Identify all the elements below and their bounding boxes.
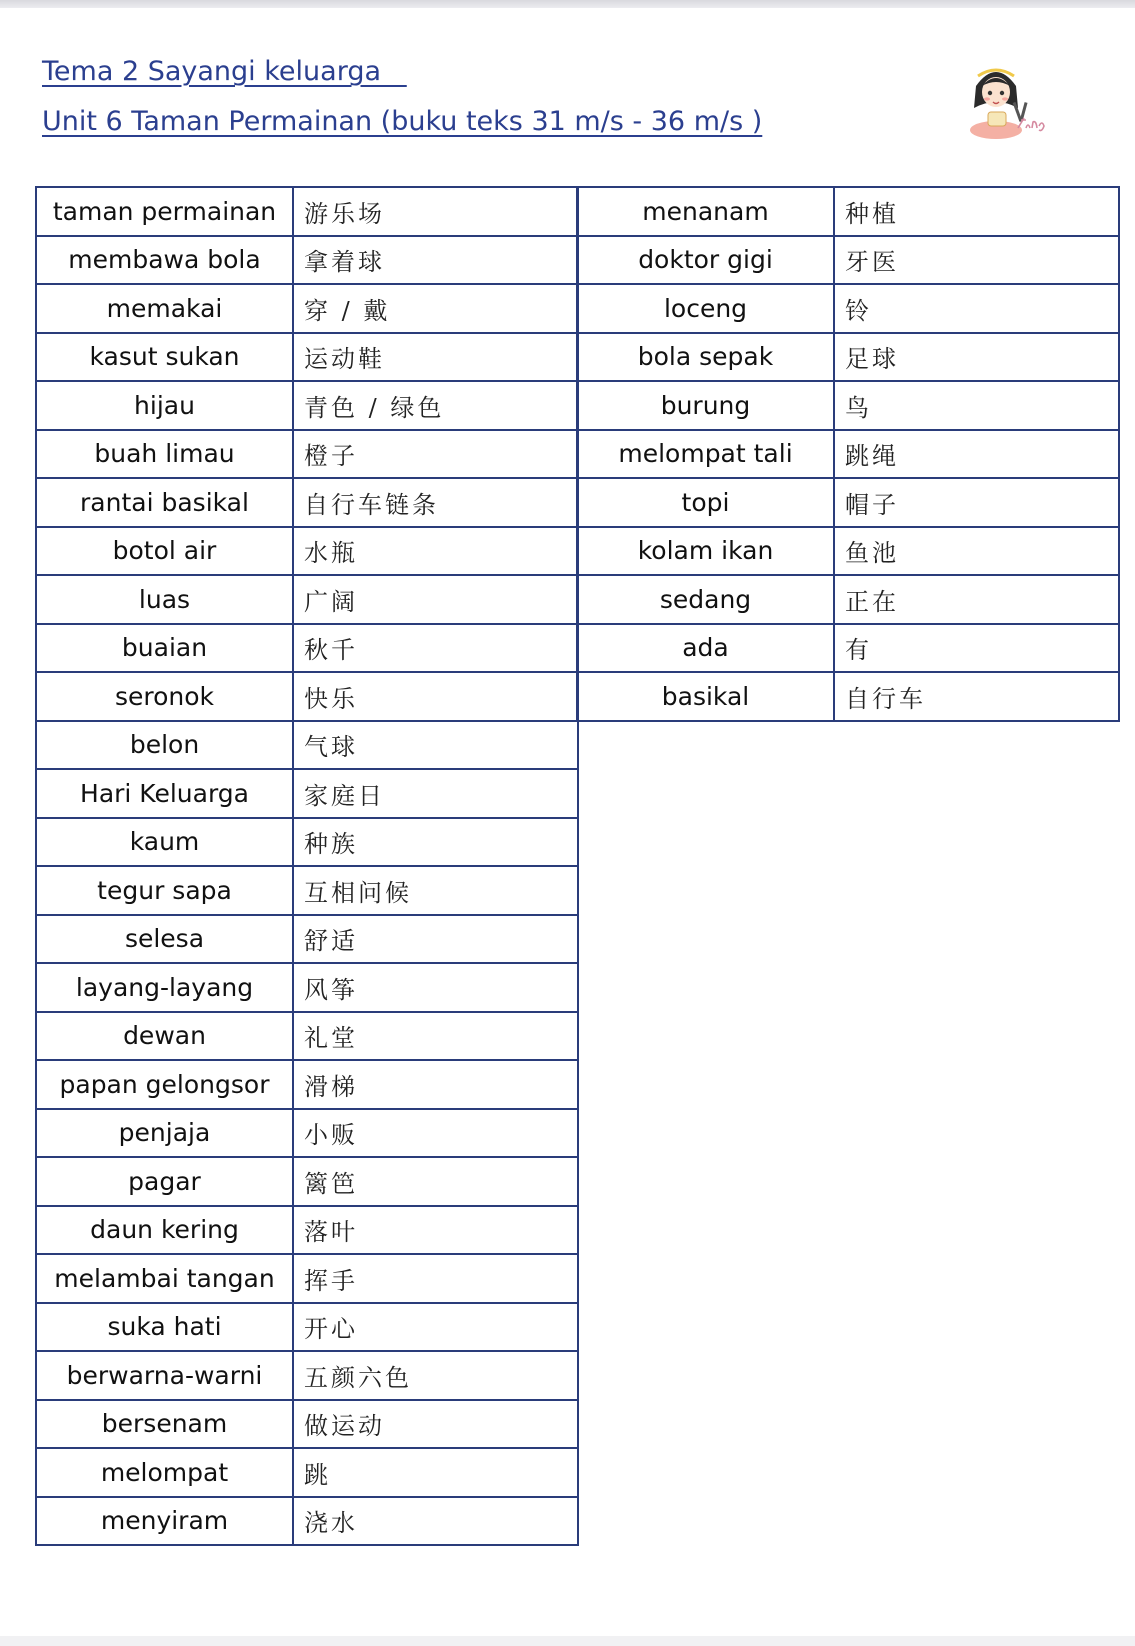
vocab-row [36, 575, 578, 624]
chinese-meaning: 家庭日 [293, 769, 578, 818]
malay-word: membawa bola [36, 236, 293, 285]
malay-word: layang-layang [36, 963, 293, 1012]
theme-title: Tema 2 Sayangi keluarga [42, 56, 407, 87]
chinese-meaning: 鱼池 [834, 527, 1119, 576]
malay-word: tegur sapa [36, 866, 293, 915]
chinese-meaning: 广阔 [293, 575, 578, 624]
vocab-row [36, 187, 578, 236]
vocab-row [577, 187, 1119, 236]
malay-word: basikal [577, 672, 834, 721]
chinese-meaning: 篱笆 [293, 1157, 578, 1206]
vocab-row [36, 527, 578, 576]
vocab-row [577, 381, 1119, 430]
vocab-row [36, 963, 578, 1012]
vocabulary-table-right [576, 186, 1120, 722]
chinese-meaning: 运动鞋 [293, 333, 578, 382]
malay-word: dewan [36, 1012, 293, 1061]
vocab-row [36, 1351, 578, 1400]
chinese-meaning: 风筝 [293, 963, 578, 1012]
malay-word: rantai basikal [36, 478, 293, 527]
chinese-meaning: 水瓶 [293, 527, 578, 576]
malay-word: sedang [577, 575, 834, 624]
vocab-row [577, 672, 1119, 721]
chinese-meaning: 快乐 [293, 672, 578, 721]
vocab-row [36, 1497, 578, 1546]
malay-word: taman permainan [36, 187, 293, 236]
chinese-meaning: 青色 / 绿色 [293, 381, 578, 430]
vocab-row [36, 915, 578, 964]
chinese-meaning: 舒适 [293, 915, 578, 964]
vocab-row [577, 575, 1119, 624]
chinese-meaning: 种族 [293, 818, 578, 867]
vocab-row [36, 672, 578, 721]
vocab-row [36, 478, 578, 527]
chinese-meaning: 正在 [834, 575, 1119, 624]
vocab-row [577, 527, 1119, 576]
vocab-row [577, 333, 1119, 382]
chinese-meaning: 橙子 [293, 430, 578, 479]
chinese-meaning: 滑梯 [293, 1060, 578, 1109]
vocab-row [577, 430, 1119, 479]
chinese-meaning: 鸟 [834, 381, 1119, 430]
malay-word: bersenam [36, 1400, 293, 1449]
malay-word: hijau [36, 381, 293, 430]
vocab-row [36, 866, 578, 915]
malay-word: menanam [577, 187, 834, 236]
chinese-meaning: 开心 [293, 1303, 578, 1352]
malay-word: buah limau [36, 430, 293, 479]
malay-word: botol air [36, 527, 293, 576]
tang-signature [1018, 118, 1044, 131]
malay-word: doktor gigi [577, 236, 834, 285]
chinese-meaning: 落叶 [293, 1206, 578, 1255]
malay-word: bola sepak [577, 333, 834, 382]
malay-word: melompat tali [577, 430, 834, 479]
vocab-row [577, 478, 1119, 527]
top-edge [0, 0, 1135, 8]
vocab-row [36, 430, 578, 479]
vocab-row [36, 1400, 578, 1449]
vocabulary-table-left [35, 186, 579, 1546]
vocab-row [36, 236, 578, 285]
girl-avatar-logo [966, 56, 1060, 140]
vocab-row [36, 721, 578, 770]
chinese-meaning: 跳 [293, 1448, 578, 1497]
chinese-meaning: 足球 [834, 333, 1119, 382]
vocab-row [577, 284, 1119, 333]
malay-word: memakai [36, 284, 293, 333]
chinese-meaning: 穿 / 戴 [293, 284, 578, 333]
chinese-meaning: 游乐场 [293, 187, 578, 236]
malay-word: seronok [36, 672, 293, 721]
vocab-row [36, 284, 578, 333]
vocab-row [36, 818, 578, 867]
malay-word: buaian [36, 624, 293, 673]
malay-word: Hari Keluarga [36, 769, 293, 818]
vocab-row [36, 1012, 578, 1061]
chinese-meaning: 自行车 [834, 672, 1119, 721]
malay-word: kolam ikan [577, 527, 834, 576]
chinese-meaning: 五颜六色 [293, 1351, 578, 1400]
chinese-meaning: 自行车链条 [293, 478, 578, 527]
unit-title: Unit 6 Taman Permainan (buku teks 31 m/s - 36 m/s ) [42, 106, 763, 137]
chinese-meaning: 有 [834, 624, 1119, 673]
chinese-meaning: 做运动 [293, 1400, 578, 1449]
malay-word: ada [577, 624, 834, 673]
malay-word: berwarna-warni [36, 1351, 293, 1400]
chinese-meaning: 跳绳 [834, 430, 1119, 479]
vocab-row [36, 1157, 578, 1206]
vocab-row [577, 624, 1119, 673]
vocab-row [36, 1254, 578, 1303]
vocab-row [36, 624, 578, 673]
chinese-meaning: 帽子 [834, 478, 1119, 527]
malay-word: penjaja [36, 1109, 293, 1158]
malay-word: papan gelongsor [36, 1060, 293, 1109]
chinese-meaning: 铃 [834, 284, 1119, 333]
chinese-meaning: 挥手 [293, 1254, 578, 1303]
bottom-edge [0, 1636, 1135, 1646]
vocab-row [36, 333, 578, 382]
malay-word: menyiram [36, 1497, 293, 1546]
chinese-meaning: 牙医 [834, 236, 1119, 285]
vocab-row [36, 1206, 578, 1255]
malay-word: melambai tangan [36, 1254, 293, 1303]
chinese-meaning: 秋千 [293, 624, 578, 673]
chinese-meaning: 礼堂 [293, 1012, 578, 1061]
chinese-meaning: 种植 [834, 187, 1119, 236]
vocab-row [36, 1109, 578, 1158]
vocab-row [36, 769, 578, 818]
vocab-row [36, 381, 578, 430]
malay-word: burung [577, 381, 834, 430]
chinese-meaning: 浇水 [293, 1497, 578, 1546]
vocab-row [36, 1303, 578, 1352]
malay-word: topi [577, 478, 834, 527]
vocab-row [36, 1060, 578, 1109]
vocab-row [577, 236, 1119, 285]
chinese-meaning: 小贩 [293, 1109, 578, 1158]
malay-word: loceng [577, 284, 834, 333]
malay-word: belon [36, 721, 293, 770]
malay-word: daun kering [36, 1206, 293, 1255]
malay-word: kasut sukan [36, 333, 293, 382]
malay-word: kaum [36, 818, 293, 867]
chinese-meaning: 互相问候 [293, 866, 578, 915]
vocab-row [36, 1448, 578, 1497]
chinese-meaning: 拿着球 [293, 236, 578, 285]
malay-word: melompat [36, 1448, 293, 1497]
malay-word: suka hati [36, 1303, 293, 1352]
malay-word: selesa [36, 915, 293, 964]
malay-word: luas [36, 575, 293, 624]
chinese-meaning: 气球 [293, 721, 578, 770]
malay-word: pagar [36, 1157, 293, 1206]
